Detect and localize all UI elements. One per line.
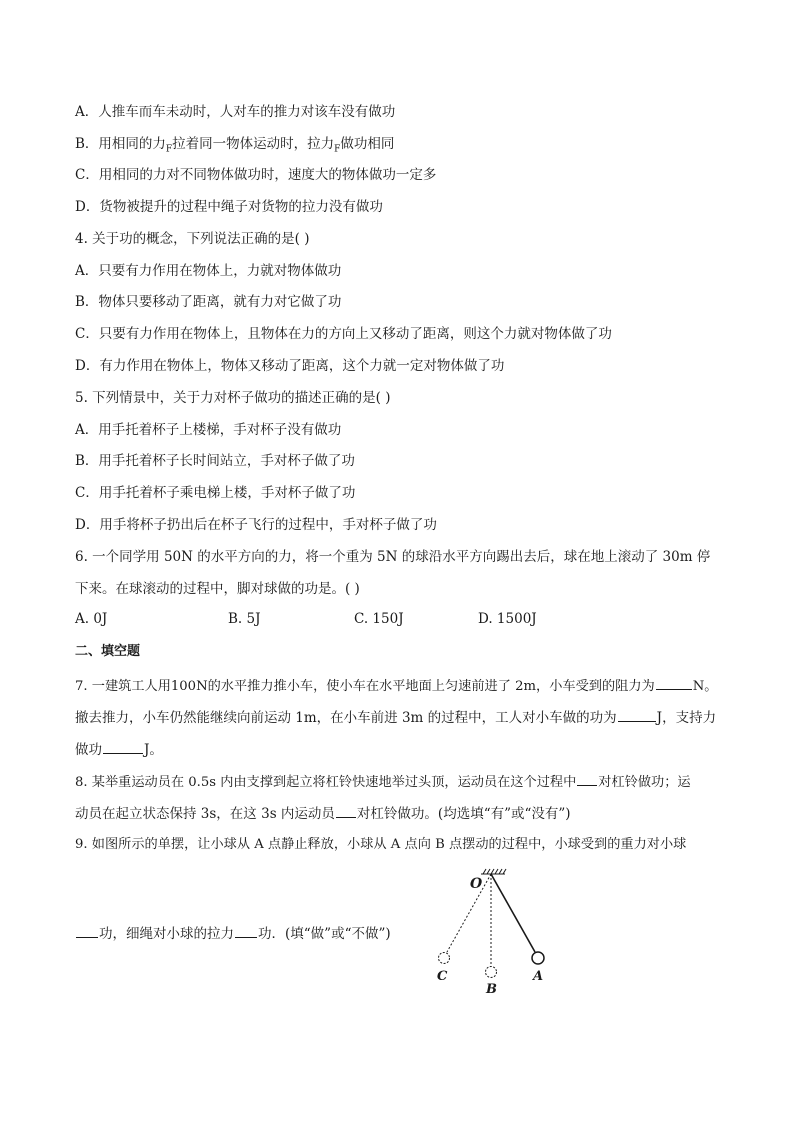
q5-option-c: C．用手托着杯子乘电梯上楼，手对杯子做了功 [75, 485, 356, 501]
q4-option-b: B．物体只要移动了距离，就有力对它做了功 [75, 294, 342, 310]
q7-line2-unit: J，支持力 [656, 710, 717, 726]
q7-line2 [75, 708, 716, 727]
q4-option-c: C．只要有力作用在物体上，且物体在力的方向上又移动了距离，则这个力就对物体做了功 [75, 326, 612, 342]
q9-blank-gravity[interactable] [76, 924, 98, 938]
q9-line2 [75, 924, 391, 943]
q6-option-a: A. 0J [75, 611, 108, 627]
ball-c [439, 953, 450, 964]
q3-option-b-prefix: B．用相同的力 [75, 136, 166, 152]
q8-line2-text: 动员在起立状态保持 3s，在这 3s 内运动员 [75, 806, 335, 822]
q8-line2 [75, 804, 571, 823]
q7-line1-unit: N。 [692, 679, 718, 694]
q7-line3-text: 做功 [75, 742, 102, 758]
q8-blank-second[interactable] [336, 804, 356, 818]
ceiling-support [481, 869, 506, 874]
q6-option-b: B. 5J [228, 611, 261, 627]
q9-line2-text: 功，细绳对小球的拉力 [99, 926, 234, 942]
string-to-a [491, 874, 535, 952]
q5-option-a: A．用手托着杯子上楼梯，手对杯子没有做功 [75, 422, 342, 438]
q6-stem-line1: 6. 一个同学用 50N 的水平方向的力，将一个重为 5N 的球沿水平方向踢出去后，球在地上滚动了 30m 停 [75, 549, 711, 565]
q8-line2-tail: 对杠铃做功。(均选填“有”或“没有”) [356, 806, 571, 822]
q3-option-d: D．货物被提升的过程中绳子对货物的拉力没有做功 [75, 199, 383, 215]
pendulum-figure [425, 866, 555, 996]
q3-option-b-sub-f2: F [334, 144, 341, 155]
q7-line2-text: 撤去推力，小车仍然能继续向前运动 1m，在小车前进 3m 的过程中，工人对小车做的功为 [75, 710, 617, 726]
q3-option-b [75, 135, 394, 159]
q7-line3 [75, 740, 163, 759]
label-a: A [533, 969, 544, 984]
q8-blank-first[interactable] [577, 772, 597, 786]
label-c: C [437, 969, 448, 984]
q5-option-d: D．用手将杯子扔出后在杯子飞行的过程中，手对杯子做了功 [75, 517, 437, 533]
section-title-fill-blank: 二、填空题 [75, 644, 141, 659]
q3-option-b-middle: 拉着同一物体运动时，拉力 [172, 136, 335, 152]
q3-option-c: C．用相同的力对不同物体做功时，速度大的物体做功一定多 [75, 167, 437, 183]
string-to-c [447, 874, 491, 952]
q6-option-c: C. 150J [354, 611, 404, 627]
q5-stem: 5. 下列情景中，关于力对杯子做功的描述正确的是( ) [75, 390, 391, 406]
label-o: O [470, 876, 483, 892]
q9-blank-tension[interactable] [235, 924, 257, 938]
label-b: B [486, 982, 497, 996]
q7-blank-support-work[interactable] [103, 740, 143, 754]
ball-b [486, 967, 497, 978]
q9-line1: 9. 如图所示的单摆，让小球从 A 点静止释放，小球从 A 点向 B 点摆动的过程中，小球受到的重力对小球 [75, 837, 687, 852]
ball-a [532, 952, 544, 964]
q3-option-b-suffix: 做功相同 [340, 136, 395, 152]
q7-line3-unit: J。 [144, 742, 163, 758]
pendulum-diagram [425, 866, 555, 996]
q5-option-b: B．用手托着杯子长时间站立，手对杯子做了功 [75, 453, 355, 469]
q4-option-a: A．只要有力作用在物体上，力就对物体做功 [75, 263, 342, 279]
q3-option-b-sub-f: F [165, 144, 173, 155]
q7-blank-work[interactable] [618, 708, 656, 722]
q6-option-d: D. 1500J [478, 611, 537, 627]
q6-stem-line2: 下来。在球滚动的过程中，脚对球做的功是。( ) [75, 581, 360, 597]
q8-line1-text: 8. 某举重运动员在 0.5s 内由支撑到起立将杠铃快速地举过头顶，运动员在这个过程中 [75, 775, 577, 790]
q4-option-d: D．有力作用在物体上，物体又移动了距离，这个力就一定对物体做了功 [75, 358, 505, 374]
q8-line1 [75, 772, 691, 792]
q4-stem: 4. 关于功的概念，下列说法正确的是( ) [75, 231, 310, 247]
q7-line1 [75, 676, 717, 696]
q8-line1-tail: 对杠铃做功；运 [598, 775, 691, 790]
q7-line1-text: 7. 一建筑工人用100N的水平推力推小车，使小车在水平地面上匀速前进了 2m，小车受到的阻力为 [75, 679, 655, 694]
q9-line2-tail: 功．(填“做”或“不做”) [258, 926, 391, 942]
q7-blank-resistance[interactable] [656, 676, 692, 690]
q3-option-a: A．人推车而车未动时，人对车的推力对该车没有做功 [75, 104, 396, 120]
